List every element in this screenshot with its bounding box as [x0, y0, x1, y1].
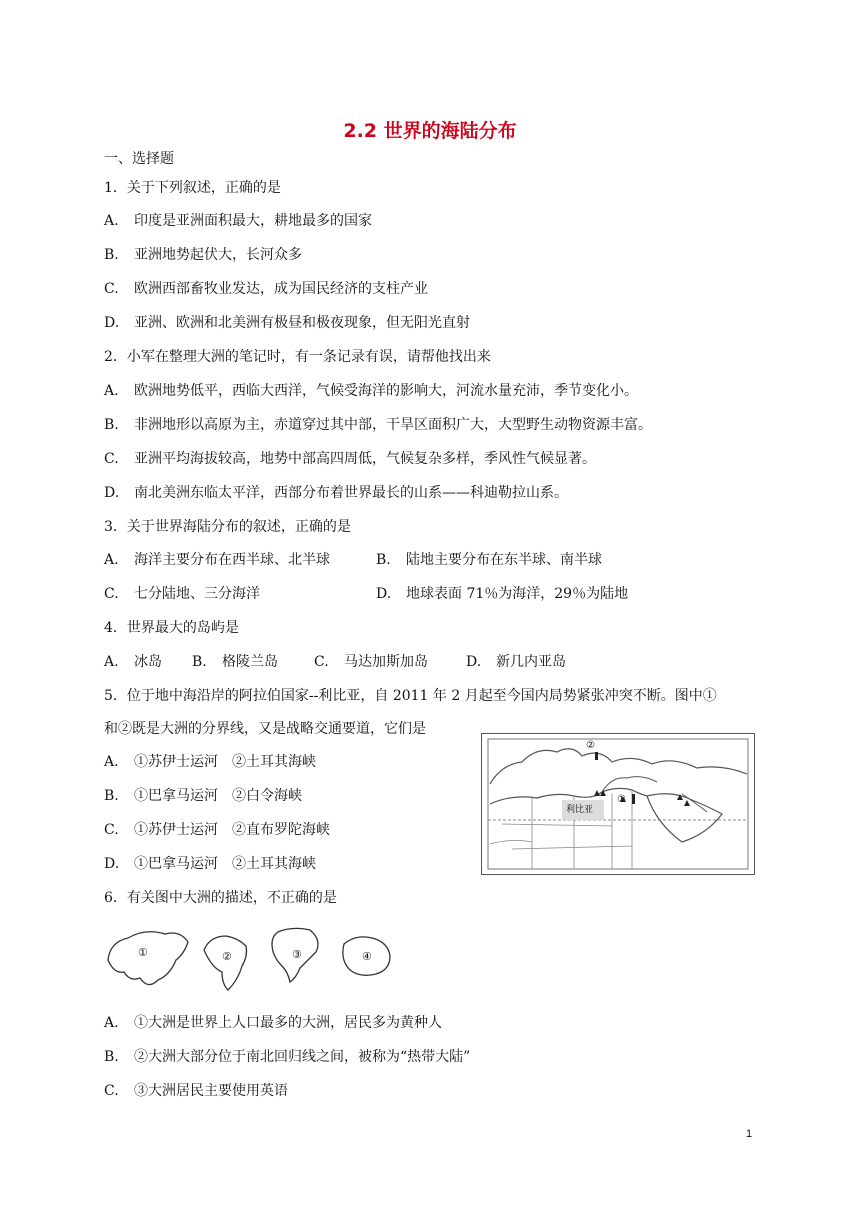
option-letter: D. [466, 654, 482, 670]
q4-option-b [192, 653, 278, 671]
option-text: 非洲地形以高原为主，赤道穿过其中部，干旱区面积广大，大型野生动物资源丰富。 [134, 417, 652, 433]
option-text: ①苏伊士运河 ②直布罗陀海峡 [134, 822, 330, 838]
continent-label-4: ④ [362, 950, 372, 963]
q2-option-b [104, 416, 652, 434]
section-heading: 一、选择题 [104, 151, 174, 167]
q2-option-d [104, 484, 568, 502]
q1-option-b [104, 246, 302, 264]
option-letter: B. [104, 417, 119, 433]
map-label-libya: 利比亚 [566, 805, 594, 815]
q3-option-a [104, 551, 330, 569]
option-letter: A. [104, 1015, 119, 1031]
question-5-stem-cont: 和②既是大洲的分界线，又是战略交通要道，它们是 [104, 721, 426, 737]
option-letter: C. [104, 281, 119, 297]
q4-option-d [466, 653, 566, 671]
q6-option-c [104, 1082, 288, 1100]
option-text: ②大洲大部分位于南北回归线之间，被称为“热带大陆” [134, 1049, 471, 1065]
option-text: 欧洲地势低平，西临大西洋，气候受海洋的影响大，河流水量充沛，季节变化小。 [134, 383, 638, 399]
question-4-stem: 4．世界最大的岛屿是 [104, 620, 239, 636]
option-text: ①大洲是世界上人口最多的大洲，居民多为黄种人 [134, 1015, 442, 1031]
q1-option-a [104, 212, 372, 230]
option-letter: C. [104, 1083, 119, 1099]
q5-option-a [104, 753, 316, 771]
option-letter: B. [192, 654, 207, 670]
option-text: 陆地主要分布在东半球、南半球 [406, 552, 602, 568]
option-text: 格陵兰岛 [222, 654, 278, 670]
option-text: 亚洲地势起伏大，长河众多 [134, 247, 302, 263]
q1-option-c [104, 280, 428, 298]
map-label-2: ② [586, 740, 595, 751]
option-text: 亚洲、欧洲和北美洲有极昼和极夜现象，但无阳光直射 [134, 315, 470, 331]
option-text: 印度是亚洲面积最大，耕地最多的国家 [134, 213, 372, 229]
option-letter: A. [104, 754, 119, 770]
option-letter: D. [104, 485, 120, 501]
option-text: 南北美洲东临太平洋，西部分布着世界最长的山系——科迪勒拉山系。 [134, 485, 568, 501]
mediterranean-map-figure [481, 733, 755, 875]
option-text: 欧洲西部畜牧业发达，成为国民经济的支柱产业 [134, 281, 428, 297]
q2-option-a [104, 382, 638, 400]
option-letter: C. [104, 451, 119, 467]
question-6-stem: 6．有关图中大洲的描述，不正确的是 [104, 890, 337, 906]
map-label-1: ① [617, 794, 626, 805]
q4-option-c [314, 653, 428, 671]
question-1-stem: 1．关于下列叙述，正确的是 [104, 180, 281, 196]
q3-option-c [104, 585, 260, 603]
question-2-stem: 2．小军在整理大洲的笔记时，有一条记录有误，请帮他找出来 [104, 349, 491, 365]
option-letter: D. [104, 856, 120, 872]
option-text: 冰岛 [134, 654, 162, 670]
option-letter: C. [314, 654, 329, 670]
option-text: 地球表面 71％为海洋，29％为陆地 [406, 586, 629, 602]
continent-label-3: ③ [292, 948, 302, 961]
q5-option-d [104, 855, 316, 873]
page-title: 2.2 世界的海陆分布 [343, 120, 517, 142]
continents-drawing [100, 920, 400, 998]
option-text: ①巴拿马运河 ②白令海峡 [134, 788, 302, 804]
page-number: 1 [746, 1128, 753, 1140]
option-letter: A. [104, 213, 119, 229]
question-5-stem: 5．位于地中海沿岸的阿拉伯国家--利比亚，自 2011 年 2 月起至今国内局势紧张冲突不断。图中① [104, 688, 717, 704]
question-3-stem: 3．关于世界海陆分布的叙述，正确的是 [104, 519, 351, 535]
q1-option-d [104, 314, 470, 332]
option-text: 海洋主要分布在西半球、北半球 [134, 552, 330, 568]
q2-option-c [104, 450, 596, 468]
option-letter: B. [104, 247, 119, 263]
option-text: 亚洲平均海拔较高，地势中部高四周低，气候复杂多样，季风性气候显著。 [134, 451, 596, 467]
q5-option-c [104, 821, 330, 839]
q6-option-a [104, 1014, 442, 1032]
option-text: 马达加斯加岛 [344, 654, 428, 670]
option-letter: A. [104, 383, 119, 399]
option-letter: B. [104, 788, 119, 804]
q4-option-a [104, 653, 162, 671]
option-letter: A. [104, 654, 119, 670]
continent-label-2: ② [222, 950, 232, 963]
option-letter: B. [376, 552, 391, 568]
continents-figure [100, 920, 400, 998]
option-letter: A. [104, 552, 119, 568]
continent-label-1: ① [138, 946, 148, 959]
option-letter: D. [376, 586, 392, 602]
option-letter: C. [104, 586, 119, 602]
option-text: ①巴拿马运河 ②土耳其海峡 [134, 856, 316, 872]
option-letter: C. [104, 822, 119, 838]
option-text: ③大洲居民主要使用英语 [134, 1083, 288, 1099]
q5-option-b [104, 787, 302, 805]
option-letter: D. [104, 315, 120, 331]
option-text: 新几内亚岛 [496, 654, 566, 670]
q3-option-b [376, 551, 602, 569]
option-text: 七分陆地、三分海洋 [134, 586, 260, 602]
option-text: ①苏伊士运河 ②土耳其海峡 [134, 754, 316, 770]
option-letter: B. [104, 1049, 119, 1065]
q3-option-d [376, 585, 628, 603]
q6-option-b [104, 1048, 470, 1066]
